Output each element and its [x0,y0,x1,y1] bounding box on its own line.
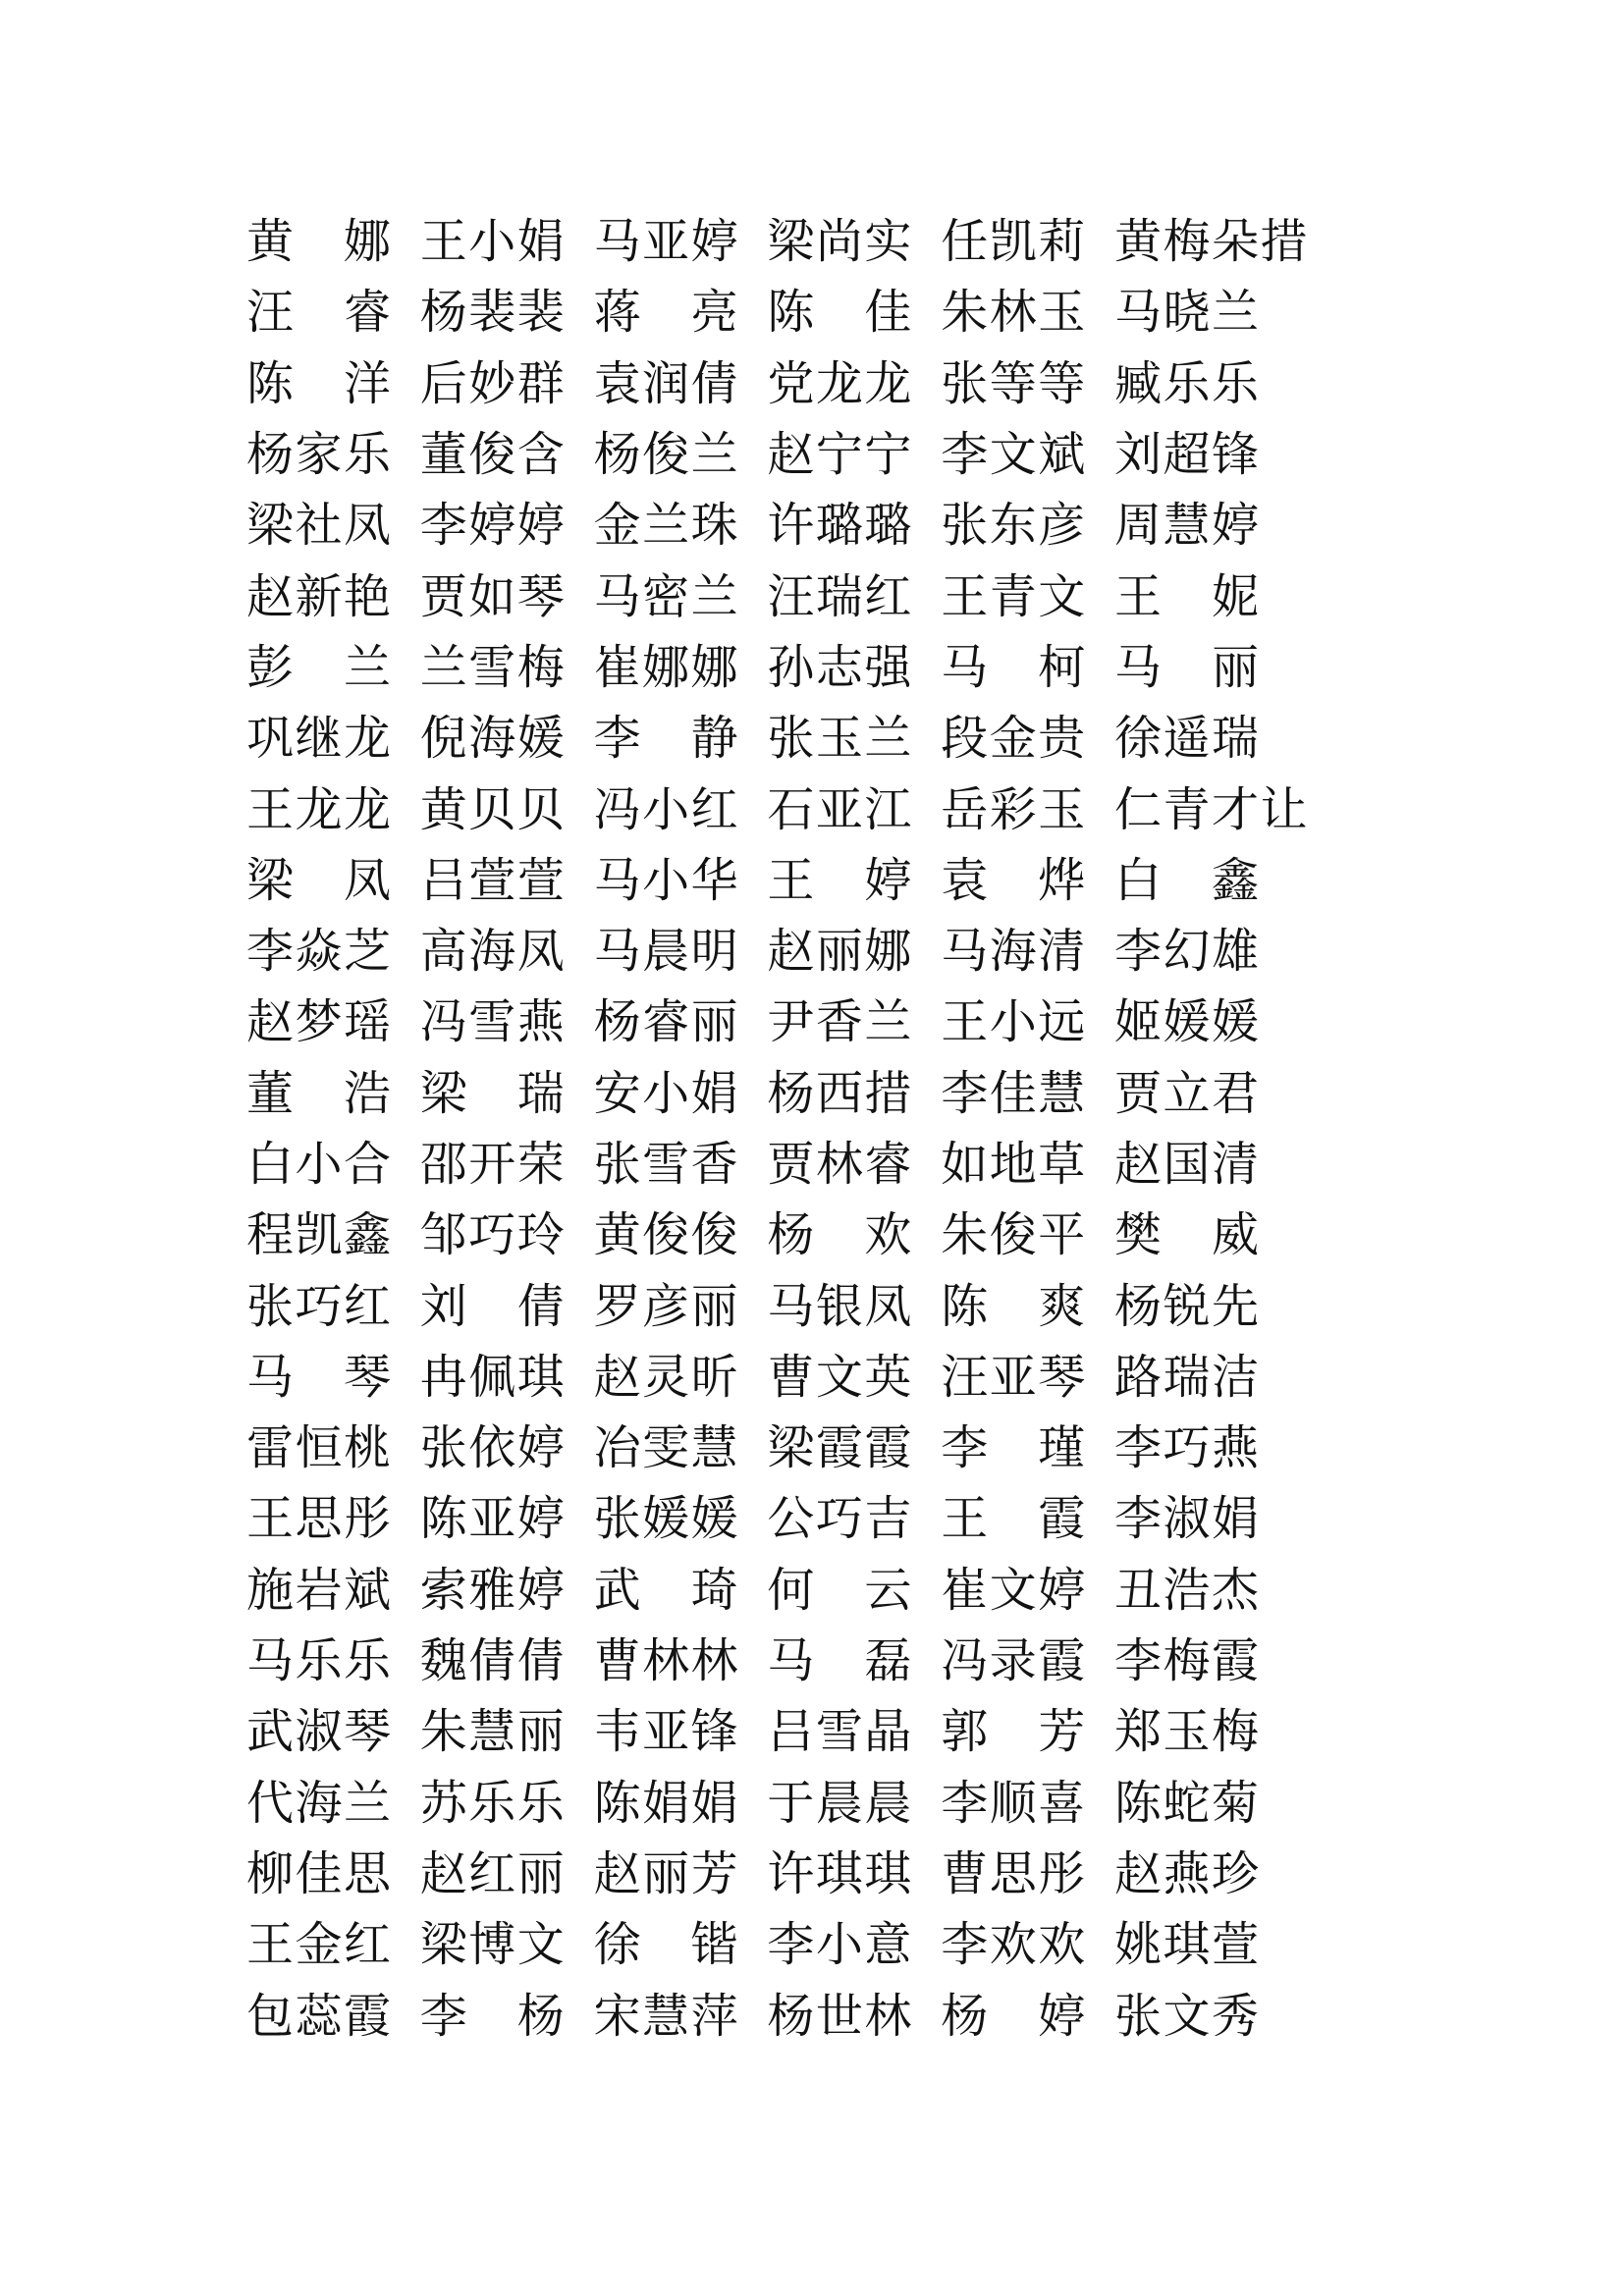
name-cell: 王金红 [246,1919,393,1972]
name-cell: 樊 威 [1113,1209,1261,1262]
name-cell: 黄贝贝 [419,783,567,836]
name-cell: 崔娜娜 [593,641,740,694]
name-cell: 陈 爽 [941,1280,1087,1333]
name-cell: 安小娟 [593,1067,740,1120]
name-cell: 姚琪萱 [1113,1919,1261,1972]
name-cell: 李焱芝 [246,926,393,979]
name-cell: 贾立君 [1113,1067,1261,1120]
name-cell: 金兰珠 [593,500,740,553]
name-cell: 程凯鑫 [246,1209,393,1262]
name-cell: 崔文婷 [941,1564,1087,1617]
name-cell: 杨俊兰 [593,429,740,482]
name-cell: 宋慧萍 [593,1990,740,2043]
name-cell: 倪海媛 [419,713,567,766]
name-cell: 冶雯慧 [593,1422,740,1475]
name-cell: 王 妮 [1113,570,1261,623]
name-cell: 徐 锴 [593,1919,740,1972]
name-cell: 仁青才让 [1113,783,1309,836]
name-cell: 孙志强 [767,641,913,694]
name-cell: 张东彦 [941,500,1087,553]
name-cell: 马海清 [941,926,1087,979]
name-cell: 李小意 [767,1919,913,1972]
name-cell: 李顺喜 [941,1777,1087,1830]
name-cell: 武淑琴 [246,1706,393,1759]
name-cell: 刘超锋 [1113,429,1261,482]
name-cell: 赵灵昕 [593,1351,740,1404]
name-cell: 黄俊俊 [593,1209,740,1262]
name-cell: 王思彤 [246,1493,393,1546]
name-cell: 雷恒桃 [246,1422,393,1475]
name-cell: 彭 兰 [246,641,393,694]
name-cell: 黄 娜 [246,216,393,269]
name-cell: 杨家乐 [246,429,393,482]
name-cell: 王 婷 [767,854,913,907]
name-cell: 董 浩 [246,1067,393,1120]
name-cell: 陈蛇菊 [1113,1777,1261,1830]
name-cell: 路瑞洁 [1113,1351,1261,1404]
name-cell: 张等等 [941,357,1087,410]
name-cell: 如地草 [941,1139,1087,1191]
name-cell: 梁 凤 [246,854,393,907]
name-cell: 曹林林 [593,1635,740,1688]
name-cell: 赵丽芳 [593,1847,740,1900]
name-cell: 冉佩琪 [419,1351,567,1404]
name-cell: 包蕊霞 [246,1990,393,2043]
name-cell: 赵宁宁 [767,429,913,482]
name-cell: 梁霞霞 [767,1422,913,1475]
name-cell: 周慧婷 [1113,500,1261,553]
name-cell: 赵新艳 [246,570,393,623]
name-cell: 马密兰 [593,570,740,623]
name-cell: 李婷婷 [419,500,567,553]
name-cell: 杨睿丽 [593,996,740,1049]
name-cell: 邵开荣 [419,1139,567,1191]
name-cell: 杨世林 [767,1990,913,2043]
name-cell: 马小华 [593,854,740,907]
name-cell: 许璐璐 [767,500,913,553]
name-cell: 冯雪燕 [419,996,567,1049]
name-cell: 臧乐乐 [1113,357,1261,410]
name-cell: 王小娟 [419,216,567,269]
name-cell: 丑浩杰 [1113,1564,1261,1617]
name-cell: 朱俊平 [941,1209,1087,1262]
name-cell: 马 丽 [1113,641,1261,694]
name-cell: 郭 芳 [941,1706,1087,1759]
name-cell: 李幻雄 [1113,926,1261,979]
name-cell: 梁社凤 [246,500,393,553]
name-cell: 马晨明 [593,926,740,979]
name-cell: 任凯莉 [941,216,1087,269]
name-cell: 曹文英 [767,1351,913,1404]
name-cell: 朱慧丽 [419,1706,567,1759]
name-cell: 赵红丽 [419,1847,567,1900]
name-cell: 陈 洋 [246,357,393,410]
name-cell: 何 云 [767,1564,913,1617]
name-cell: 曹思彤 [941,1847,1087,1900]
name-cell: 高海凤 [419,926,567,979]
name-cell: 魏倩倩 [419,1635,567,1688]
name-cell: 张玉兰 [767,713,913,766]
name-cell: 李 瑾 [941,1422,1087,1475]
name-cell: 邹巧玲 [419,1209,567,1262]
name-cell: 王小远 [941,996,1087,1049]
name-cell: 杨 欢 [767,1209,913,1262]
name-cell: 马晓兰 [1113,287,1261,340]
name-cell: 张文秀 [1113,1990,1261,2043]
name-cell: 赵丽娜 [767,926,913,979]
name-cell: 岳彩玉 [941,783,1087,836]
name-cell: 黄梅朵措 [1113,216,1309,269]
name-cell: 李淑娟 [1113,1493,1261,1546]
name-cell: 董俊含 [419,429,567,482]
name-cell: 王青文 [941,570,1087,623]
name-cell: 马 磊 [767,1635,913,1688]
name-cell: 冯小红 [593,783,740,836]
name-cell: 郑玉梅 [1113,1706,1261,1759]
name-cell: 兰雪梅 [419,641,567,694]
name-cell: 汪瑞红 [767,570,913,623]
name-cell: 索雅婷 [419,1564,567,1617]
name-cell: 武 琦 [593,1564,740,1617]
name-cell: 梁 瑞 [419,1067,567,1120]
name-cell: 姬媛媛 [1113,996,1261,1049]
name-cell: 白 鑫 [1113,854,1261,907]
name-cell: 杨 婷 [941,1990,1087,2043]
name-cell: 代海兰 [246,1777,393,1830]
name-cell: 冯录霞 [941,1635,1087,1688]
name-cell: 张媛媛 [593,1493,740,1546]
name-cell: 张巧红 [246,1280,393,1333]
name-cell: 杨锐先 [1113,1280,1261,1333]
name-cell: 张雪香 [593,1139,740,1191]
name-cell: 马银凤 [767,1280,913,1333]
name-cell: 吕雪晶 [767,1706,913,1759]
name-cell: 刘 倩 [419,1280,567,1333]
name-cell: 李佳慧 [941,1067,1087,1120]
name-cell: 徐遥瑞 [1113,713,1261,766]
name-cell: 陈 佳 [767,287,913,340]
name-cell: 马亚婷 [593,216,740,269]
name-cell: 李欢欢 [941,1919,1087,1972]
name-cell: 韦亚锋 [593,1706,740,1759]
name-cell: 施岩斌 [246,1564,393,1617]
name-cell: 陈亚婷 [419,1493,567,1546]
name-cell: 李梅霞 [1113,1635,1261,1688]
name-cell: 王龙龙 [246,783,393,836]
name-cell: 李 杨 [419,1990,567,2043]
name-cell: 贾如琴 [419,570,567,623]
name-cell: 后妙群 [419,357,567,410]
name-cell: 苏乐乐 [419,1777,567,1830]
name-cell: 汪 睿 [246,287,393,340]
name-cell: 梁博文 [419,1919,567,1972]
name-cell: 公巧吉 [767,1493,913,1546]
name-cell: 许琪琪 [767,1847,913,1900]
name-cell: 赵国清 [1113,1139,1261,1191]
name-cell: 袁 烨 [941,854,1087,907]
name-cell: 蒋 亮 [593,287,740,340]
name-cell: 杨西措 [767,1067,913,1120]
name-cell: 李巧燕 [1113,1422,1261,1475]
name-cell: 朱林玉 [941,287,1087,340]
name-cell: 石亚江 [767,783,913,836]
name-cell: 袁润倩 [593,357,740,410]
name-cell: 马 琴 [246,1351,393,1404]
name-cell: 张依婷 [419,1422,567,1475]
name-cell: 罗彦丽 [593,1280,740,1333]
name-cell: 白小合 [246,1139,393,1191]
name-cell: 赵梦瑶 [246,996,393,1049]
name-cell: 汪亚琴 [941,1351,1087,1404]
name-cell: 陈娟娟 [593,1777,740,1830]
name-cell: 马乐乐 [246,1635,393,1688]
name-roster-grid [246,207,1309,2053]
name-cell: 赵燕珍 [1113,1847,1261,1900]
name-cell: 李 静 [593,713,740,766]
name-cell: 杨裴裴 [419,287,567,340]
name-cell: 贾林睿 [767,1139,913,1191]
name-cell: 柳佳思 [246,1847,393,1900]
name-cell: 段金贵 [941,713,1087,766]
name-cell: 王 霞 [941,1493,1087,1546]
name-cell: 尹香兰 [767,996,913,1049]
name-cell: 马 柯 [941,641,1087,694]
name-cell: 于晨晨 [767,1777,913,1830]
name-cell: 党龙龙 [767,357,913,410]
name-cell: 李文斌 [941,429,1087,482]
name-cell: 巩继龙 [246,713,393,766]
name-cell: 吕萱萱 [419,854,567,907]
name-cell: 梁尚实 [767,216,913,269]
